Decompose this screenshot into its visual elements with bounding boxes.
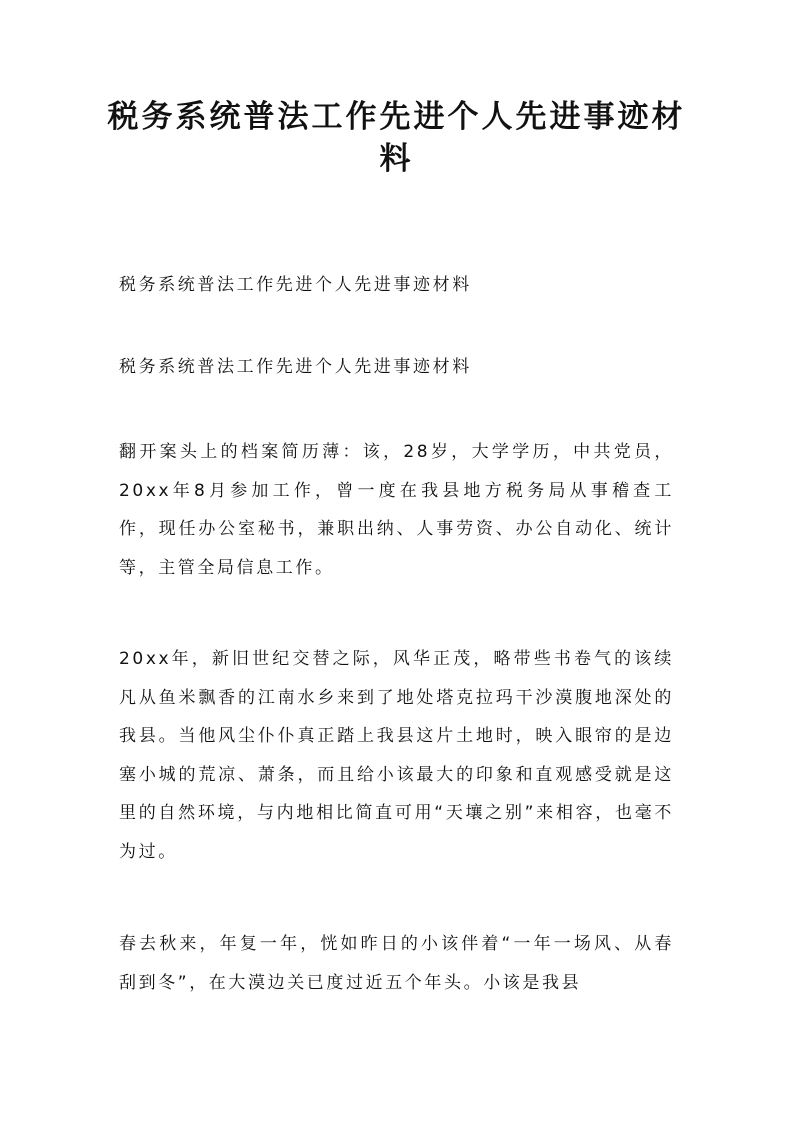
subtitle-line-2: 税务系统普法工作先进个人先进事迹材料 <box>119 357 472 377</box>
paragraph-profile: 翻开案头上的档案简历薄：该，28岁，大学学历，中共党员，20xx年8月参加工作，曾一度在我县地方税务局从事稽查工作，现任办公室秘书，兼职出纳、人事劳资、办公自动化、统计等，主管全局信息工作。 <box>119 442 674 578</box>
document-title: 税务系统普法工作先进个人先进事迹材料 <box>107 99 686 177</box>
paragraph-arrival: 20xx年，新旧世纪交替之际，风华正茂，略带些书卷气的该续凡从鱼米飘香的江南水乡来到了地处塔克拉玛干沙漠腹地深处的我县。当他风尘仆仆真正踏上我县这片土地时，映入眼帘的是边塞小城的荒凉、萧条，而且给小该最大的印象和直观感受就是这里的自然环境，与内地相比简直可用“天壤之别”来相容，也毫不为过。 <box>119 649 674 862</box>
subtitle-line-1: 税务系统普法工作先进个人先进事迹材料 <box>119 275 472 295</box>
paragraph-years: 春去秋来，年复一年，恍如昨日的小该伴着“一年一场风、从春刮到冬”，在大漠边关已度过近五个年头。小该是我县 <box>119 934 674 993</box>
